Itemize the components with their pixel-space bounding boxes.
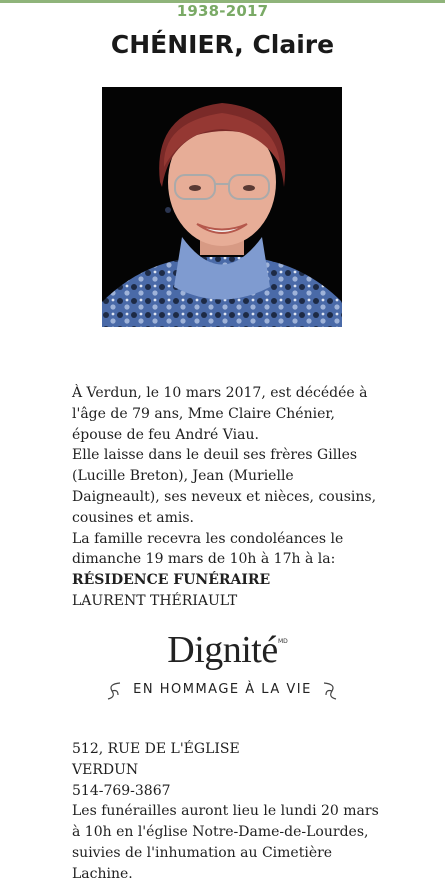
portrait-photo (102, 87, 342, 327)
phone-number: 514-769-3867 (72, 782, 171, 799)
death-notice-paragraph: À Verdun, le 10 mars 2017, est décédée à l'âge de 79 ans, Mme Claire Chénier, épouse de feu André Viau. (72, 385, 368, 443)
funeral-home-contact (72, 739, 382, 885)
deceased-name: CHÉNIER, Claire (110, 30, 335, 59)
funeral-home-name: RÉSIDENCE FUNÉRAIRE (72, 572, 271, 589)
logo-trademark: MD (278, 638, 288, 645)
obituary-body (72, 383, 382, 612)
visitation-paragraph: La famille recevra les condoléances le dimanche 19 mars de 10h à 17h à la: (72, 530, 344, 568)
funeral-service-paragraph: Les funérailles auront lieu le lundi 20 mars à 10h en l'église Notre-Dame-de-Lourdes, suivies de l'inhumation au Cimetière Lachine. (72, 803, 379, 882)
logo-wordmark: Dignité (167, 629, 278, 671)
city-line: VERDUN (72, 761, 139, 778)
address-line: 512, RUE DE L'ÉGLISE (72, 741, 240, 757)
dignite-logo (100, 626, 345, 706)
funeral-home-name-line2: LAURENT THÉRIAULT (72, 592, 238, 609)
survivors-paragraph: Elle laisse dans le deuil ses frères Gilles (Lucille Breton), Jean (Murielle Daigneault), ses neveux et nièces, cousins, cousines et amis. (72, 447, 377, 526)
logo-tagline: EN HOMMAGE À LA VIE (133, 682, 312, 697)
right-swirl-icon (318, 680, 340, 702)
life-years: 1938-2017 (176, 2, 269, 20)
